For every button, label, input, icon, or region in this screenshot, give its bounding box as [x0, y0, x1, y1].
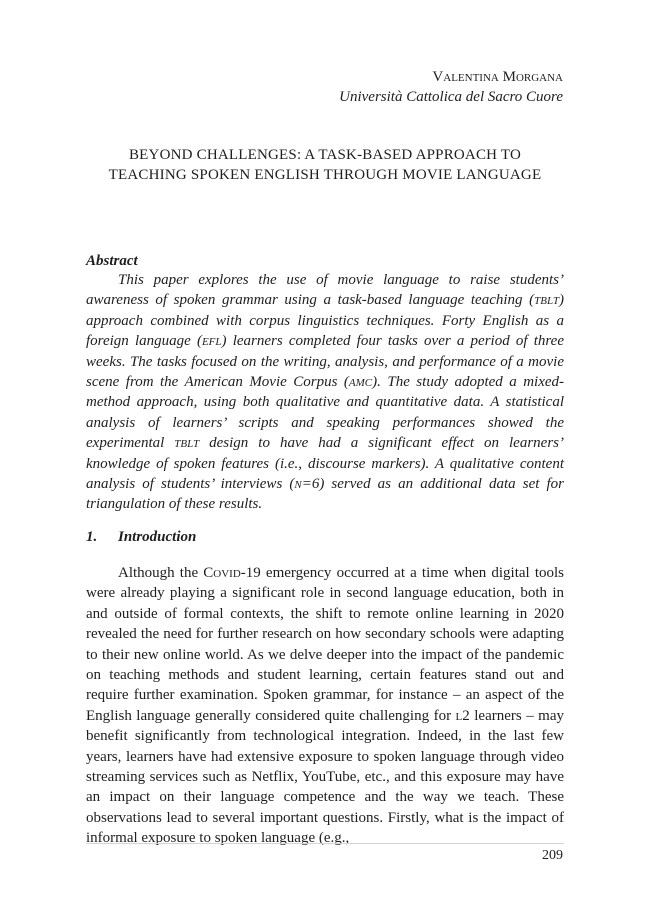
footer-divider	[86, 843, 564, 844]
abstract-text	[86, 270, 564, 515]
section-title: Introduction	[118, 529, 197, 545]
body-text-part: Although the	[118, 565, 204, 581]
abstract-text-part: ) approach combined with corpus linguistics techniques. Forty English as a foreign language (	[86, 292, 564, 350]
title-line-1: BEYOND CHALLENGES: A TASK-BASED APPROACH TO	[128, 147, 522, 163]
abbreviation: efl	[201, 333, 222, 350]
abstract-text-part: design to have had a significant effect on learners’ knowledge of spoken features (i.e., discourse markers). A qualitative content analysis of students’ interviews (	[86, 435, 564, 493]
body-text-part: learners – may benefit significantly from technological integration. Indeed, in the last few years, learners have had extensive exposure to spoken language through video streaming services such as Netflix, YouTube, etc., and this exposure may have an impact on their language competence and the way we teach. These observations lead to several important questions. Firstly, what is the impact of informal exposure to spoken language (e.g.,	[86, 707, 564, 847]
abbreviation: tblt	[174, 435, 200, 452]
paper-title	[86, 145, 564, 185]
section-number: 1.	[86, 529, 98, 545]
abbreviation: n	[294, 476, 302, 493]
author-name: Valentina Morgana	[432, 69, 563, 85]
page-number: 209	[542, 848, 563, 863]
author-affiliation: Università Cattolica del Sacro Cuore	[339, 89, 563, 105]
abstract-text-part: ) learners completed four tasks over a period of three weeks. The tasks focused on the writing, analysis, and performance of a movie scene from the American Movie Corpus (	[86, 333, 564, 391]
section-heading	[86, 527, 196, 547]
title-line-2: TEACHING SPOKEN ENGLISH THROUGH MOVIE LANGUAGE	[108, 167, 542, 183]
abbreviation: l2	[455, 707, 470, 724]
abstract-text-part: ). The study adopted a mixed-method approach, using both qualitative and quantitative data. A statistical analysis of learners’ scripts and speaking performances showed the experimental	[86, 374, 564, 452]
abstract-text-part: =6) served as an additional data set for triangulation of these results.	[86, 476, 564, 513]
introduction-text	[86, 563, 564, 849]
abstract-heading: Abstract	[86, 253, 138, 269]
abbreviation: tblt	[534, 292, 559, 309]
covid-term: Covid	[203, 565, 241, 581]
abstract-text-part: This paper explores the use of movie language to raise students’ awareness of spoken grammar using a task-based language teaching (	[86, 272, 564, 309]
body-text-part: -19 emergency occurred at a time when digital tools were already playing a significant role in second language education, both in and outside of formal contexts, the shift to remote online learning in 2020 revealed the need for further research on how secondary schools were adapting to their new online world. As we delve deeper into the impact of the pandemic on teaching methods and student learning, certain features stand out and require further examination. Spoken grammar, for instance – an aspect of the English language generally considered quite challenging for	[86, 565, 564, 724]
abbreviation: amc	[348, 374, 373, 391]
